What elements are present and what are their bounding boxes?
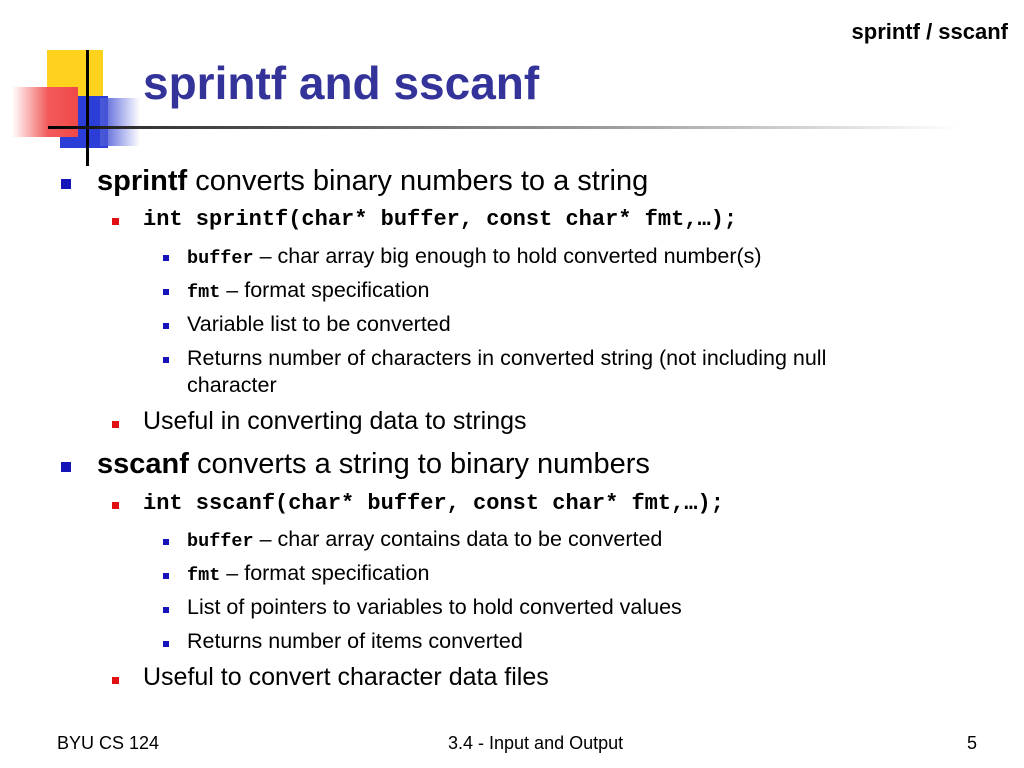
bullet-icon — [112, 218, 119, 225]
bullet-icon — [163, 607, 169, 613]
sscanf-param-buffer — [187, 527, 662, 552]
param-code: fmt — [187, 565, 221, 586]
bullet-icon — [112, 502, 119, 509]
sprintf-useful: Useful in converting data to strings — [143, 407, 527, 435]
header-topic: sprintf / sscanf — [851, 19, 1008, 44]
param-text: – char array big enough to hold converted number(s) — [253, 244, 762, 268]
bullet-icon — [163, 255, 169, 261]
logo-vertical-line — [86, 50, 89, 166]
sscanf-name: sscanf — [97, 448, 189, 480]
sprintf-param-buffer — [187, 244, 762, 269]
sscanf-heading — [97, 448, 650, 481]
param-code: buffer — [187, 531, 254, 552]
sprintf-desc: converts binary numbers to a string — [187, 165, 649, 197]
sprintf-note-cont: character — [187, 373, 277, 397]
param-code: fmt — [187, 282, 221, 303]
logo-red-bar — [12, 87, 78, 137]
bullet-icon — [61, 179, 71, 189]
bullet-icon — [61, 462, 71, 472]
bullet-icon — [163, 357, 169, 363]
footer-course: BYU CS 124 — [57, 733, 160, 753]
slide-title: sprintf and sscanf — [143, 57, 540, 109]
sprintf-param-fmt — [187, 278, 429, 303]
bullet-icon — [163, 573, 169, 579]
logo-blue-fade — [100, 98, 140, 146]
sprintf-note: Variable list to be converted — [187, 312, 451, 336]
bullet-icon — [163, 323, 169, 329]
bullet-icon — [163, 539, 169, 545]
bullet-icon — [163, 641, 169, 647]
param-code: buffer — [187, 248, 254, 269]
footer-page-number: 5 — [966, 733, 977, 753]
bullet-icon — [163, 289, 169, 295]
sprintf-signature: int sprintf(char* buffer, const char* fmt,…); — [143, 207, 738, 232]
sscanf-note: List of pointers to variables to hold converted values — [187, 595, 682, 619]
footer-section: 3.4 - Input and Output — [448, 733, 624, 753]
sscanf-param-fmt — [187, 561, 429, 586]
sscanf-signature: int sscanf(char* buffer, const char* fmt,…); — [143, 491, 724, 516]
title-underline — [48, 126, 960, 129]
sscanf-note: Returns number of items converted — [187, 629, 523, 653]
sprintf-note: Returns number of characters in converted string (not including null — [187, 346, 827, 370]
sscanf-desc: converts a string to binary numbers — [188, 448, 650, 480]
sscanf-useful: Useful to convert character data files — [143, 663, 549, 691]
param-text: – format specification — [220, 561, 430, 585]
bullet-icon — [112, 421, 119, 428]
param-text: – format specification — [220, 278, 430, 302]
sprintf-name: sprintf — [97, 165, 188, 197]
sprintf-heading — [97, 165, 648, 198]
bullet-icon — [112, 677, 119, 684]
param-text: – char array contains data to be converted — [253, 527, 663, 551]
